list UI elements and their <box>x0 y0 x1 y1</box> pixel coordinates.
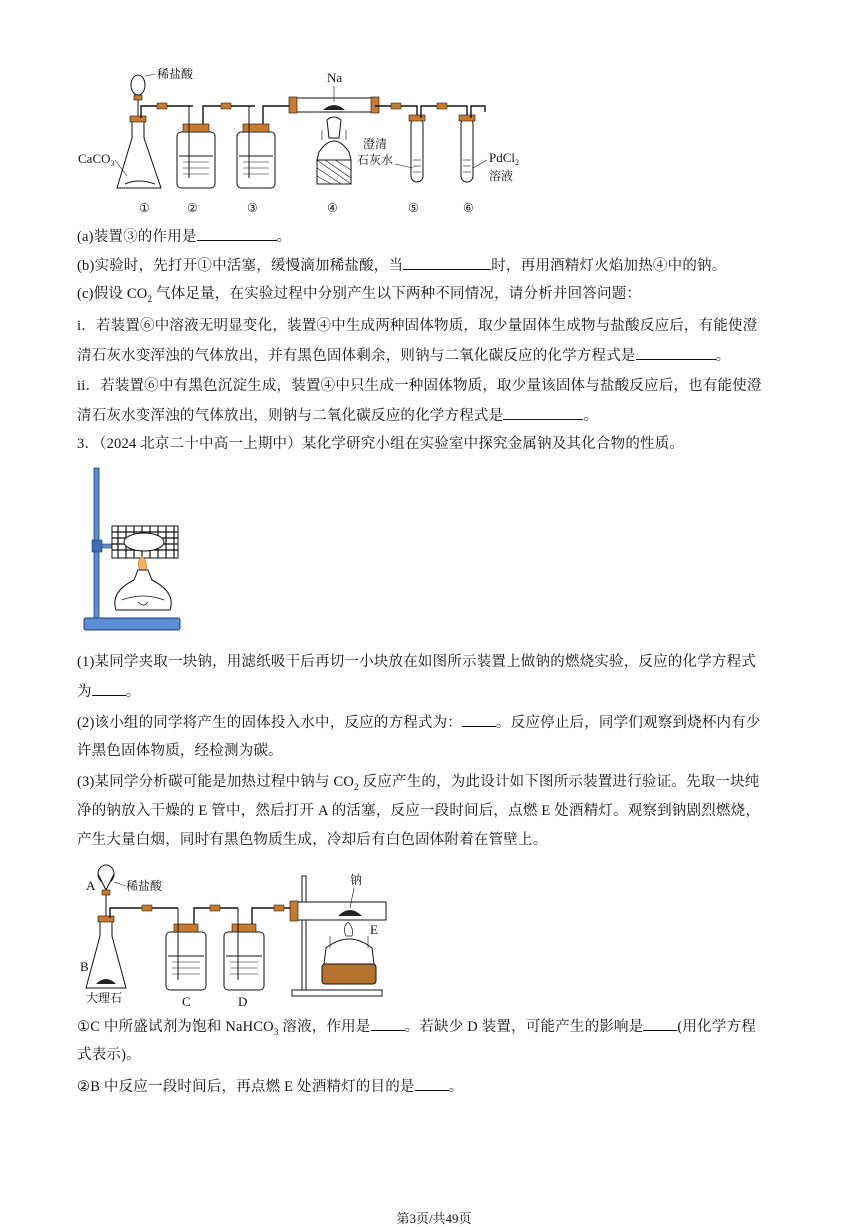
part-1-line-1: (1)某同学夹取一块钠，用滤纸吸干后再切一小块放在如图所示装置上做钠的燃烧实验，反应的化学方程式 <box>77 654 757 670</box>
conical-flask <box>117 120 161 188</box>
tube-e <box>294 902 386 920</box>
device-number-1: ① <box>139 201 150 215</box>
stand-base <box>84 618 180 630</box>
question-ii-line-2: 清石灰水变浑浊的气体放出，则钠与二氧化碳反应的化学方程式是 。 <box>77 405 598 426</box>
question-c: (c)假设 $CO_2$ 气体足量，在实验过程中分别产生以下两种不同情况，请分析并回答问题： <box>77 286 642 304</box>
sodium-label: 钠 <box>350 873 363 887</box>
question-i-line-1: i．若装置⑥中溶液无明显变化，装置④中生成两种固体物质，取少量固体生成物与盐酸反应后，有能使澄 <box>77 318 758 334</box>
label-a: A <box>86 878 96 893</box>
limewater-label-2: 石灰水 <box>357 153 394 167</box>
label-d: D <box>238 994 248 1008</box>
test-tube-5 <box>411 118 423 182</box>
bottle-d <box>224 932 264 990</box>
apparatus-figure-1 <box>75 60 535 220</box>
apparatus-figure-2 <box>78 462 198 642</box>
question-a: (a)装置③的作用是 。 <box>77 226 291 247</box>
marble-label: 大理石 <box>86 991 123 1005</box>
question-ii-line-1: ii．若装置⑥中有黑色沉淀生成，装置④中只生成一种固体物质，取少量该固体与盐酸反应后，也有能使澄 <box>77 378 762 394</box>
solution-label: 溶液 <box>489 169 514 183</box>
lamp-base <box>322 964 376 984</box>
caco3-label: CaCO$_3$ <box>78 151 115 168</box>
question-i-line-2: 清石灰水变浑浊的气体放出，并有黑色固体剩余，则钠与二氧化碳反应的化学方程式是 。 <box>77 345 730 366</box>
part-2-line-2: 许黑色固体物质，经检测为碳。 <box>77 743 283 759</box>
pdcl2-label: PdCl$_2$ <box>489 150 520 167</box>
na-label: Na <box>327 70 343 85</box>
bottle-c <box>166 932 206 990</box>
acid-label-2: 稀盐酸 <box>126 879 163 893</box>
part-3-line-2: 净的钠放入干燥的 E 管中，然后打开 A 的活塞，反应一段时间后，点燃 E 处酒精灯。观察到钠剧烈燃烧， <box>77 803 761 819</box>
part-3-line-3: 产生大量白烟，同时有黑色物质生成，冷却后有白色固体附着在管壁上。 <box>77 832 548 848</box>
test-tube-6 <box>461 118 473 182</box>
part-1-line-2: 为 。 <box>77 681 140 702</box>
alcohol-lamp <box>115 570 171 610</box>
wash-bottle-2 <box>177 132 215 188</box>
limewater-label-1: 澄清 <box>363 137 388 151</box>
device-number-5: ⑤ <box>408 201 419 215</box>
device-number-3: ③ <box>247 201 258 215</box>
separatory-funnel <box>131 75 145 95</box>
part-2-line-1: (2)该小组的同学将产生的固体投入水中，反应的方程式为： 。反应停止后，同学们观察到烧杯内有少 <box>77 712 761 733</box>
question-b: (b)实验时，先打开①中活塞，缓慢滴加稀盐酸，当 时，再用酒精灯火焰加热④中的钠。 <box>77 255 726 276</box>
page-footer: 第3页/共49页 <box>396 1211 472 1226</box>
label-e: E <box>370 922 378 937</box>
wash-bottle-3 <box>237 132 275 188</box>
acid-label-1: 稀盐酸 <box>157 67 194 81</box>
part-3-line-1: (3)某同学分析碳可能是加热过程中钠与 $CO_2$ 反应产生的，为此设计如下图所示装置进行验证。先取一块纯 <box>77 774 760 792</box>
sub-1-line-2: 式表示)。 <box>77 1047 141 1063</box>
device-number-4: ④ <box>327 201 338 215</box>
label-b: B <box>80 959 89 974</box>
label-c: C <box>182 994 191 1008</box>
sub-1-line-1: ①C 中所盛试剂为饱和 NaHCO$_3$ 溶液，作用是 。若缺少 D 装置，可能产生的影响是 (用化学方程 <box>77 1016 756 1042</box>
flask-b <box>86 920 126 988</box>
question-3-heading: 3．（2024 北京二十中高一上期中）某化学研究小组在实验室中探究金属钠及其化合物的性质。 <box>77 436 685 452</box>
sub-2-line-1: ②B 中反应一段时间后，再点燃 E 处酒精灯的目的是 。 <box>77 1076 463 1097</box>
device-number-2: ② <box>187 201 198 215</box>
device-number-6: ⑥ <box>463 201 474 215</box>
apparatus-figure-3 <box>78 856 398 1008</box>
